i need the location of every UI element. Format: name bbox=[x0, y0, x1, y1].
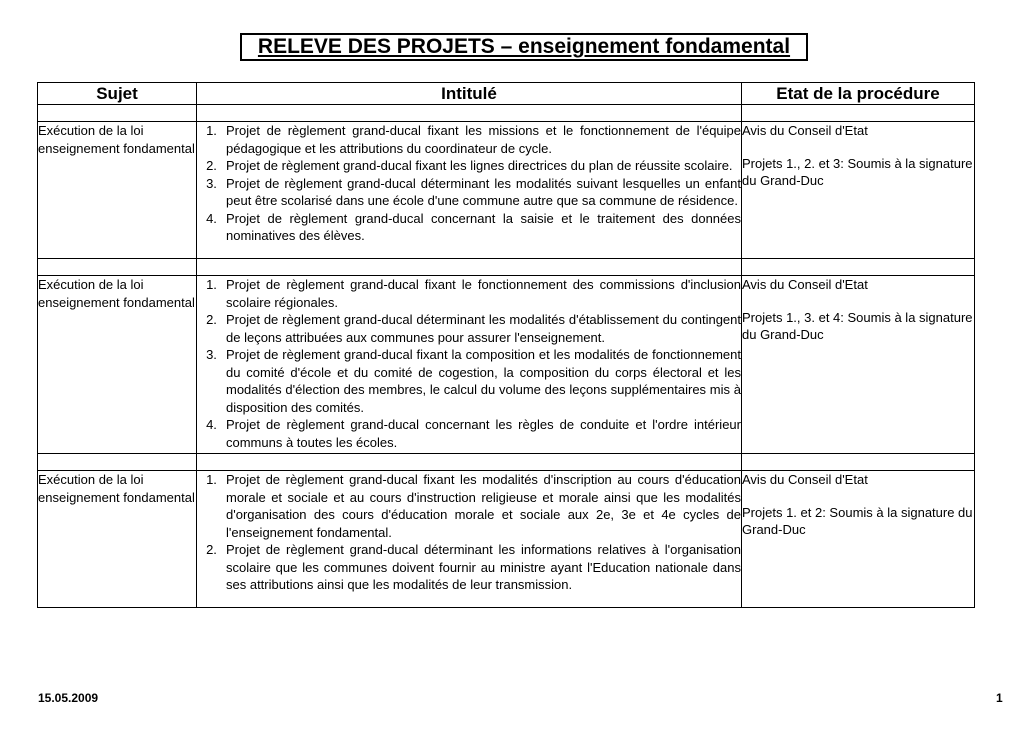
item-number: 1. bbox=[206, 472, 217, 487]
status-opinion: Avis du Conseil d'Etat bbox=[742, 123, 868, 138]
table-row bbox=[38, 122, 975, 259]
list-item bbox=[197, 276, 741, 311]
items-cell bbox=[197, 471, 742, 608]
item-number: 3. bbox=[206, 347, 217, 362]
item-text: Projet de règlement grand-ducal fixant les modalités d'inscription au cours d'éducation morale et sociale et au cours d'instruction religieuse et morale ainsi que les modalités d'organisation des cours d'éducation morale et sociale aux 2e, 3e et 4e cycles de l'enseignement fondamental. bbox=[226, 472, 741, 540]
project-list bbox=[197, 122, 741, 245]
spacer-row bbox=[38, 454, 975, 471]
items-cell bbox=[197, 122, 742, 259]
status-signature: Projets 1. et 2: Soumis à la signature du Grand-Duc bbox=[742, 504, 973, 537]
page-number: 1 bbox=[996, 691, 1003, 705]
item-text: Projet de règlement grand-ducal fixant la composition et les modalités de fonctionnement du comité d'école et du comité de cogestion, la composition du corps électoral et les modalités d'élection des membres, le calcul du volume des leçons supplémentaires mis à disposition des comités. bbox=[226, 347, 741, 415]
list-item bbox=[197, 416, 741, 451]
item-text: Projet de règlement grand-ducal concernant la saisie et le traitement des données nominatives des élèves. bbox=[226, 210, 741, 243]
subject-cell: Exécution de la loi enseignement fondamental bbox=[38, 471, 197, 608]
projects-table bbox=[37, 82, 975, 608]
footer-date: 15.05.2009 bbox=[38, 691, 99, 705]
status-signature: Projets 1., 2. et 3: Soumis à la signature du Grand-Duc bbox=[742, 155, 973, 188]
spacer-row bbox=[38, 259, 975, 276]
items-cell bbox=[197, 276, 742, 454]
item-number: 2. bbox=[206, 312, 217, 327]
list-item bbox=[197, 210, 741, 245]
list-item bbox=[197, 122, 741, 157]
status-signature: Projets 1., 3. et 4: Soumis à la signature du Grand-Duc bbox=[742, 309, 973, 342]
item-number: 1. bbox=[206, 277, 217, 292]
project-list bbox=[197, 471, 741, 594]
item-text: Projet de règlement grand-ducal concernant les règles de conduite et l'ordre intérieur communs à toutes les écoles. bbox=[226, 417, 741, 450]
status-opinion: Avis du Conseil d'Etat bbox=[742, 277, 868, 292]
item-text: Projet de règlement grand-ducal fixant les lignes directrices du plan de réussite scolaire. bbox=[226, 158, 733, 173]
item-text: Projet de règlement grand-ducal fixant les missions et le fonctionnement de l'équipe pédagogique et les attributions du coordinateur de cycle. bbox=[226, 123, 741, 156]
list-item bbox=[197, 311, 741, 346]
column-header-title: Intitulé bbox=[197, 83, 742, 105]
list-item bbox=[197, 346, 741, 416]
item-text: Projet de règlement grand-ducal déterminant les informations relatives à l'organisation scolaire que les communes doivent fournir au ministre ayant l'Education nationale dans ses attributions ainsi que les modalités de leur transmission. bbox=[226, 542, 741, 592]
list-item bbox=[197, 541, 741, 594]
list-item bbox=[197, 157, 741, 175]
status-cell bbox=[742, 471, 975, 608]
item-number: 4. bbox=[206, 417, 217, 432]
column-header-status: Etat de la procédure bbox=[742, 83, 975, 105]
status-opinion: Avis du Conseil d'Etat bbox=[742, 472, 868, 487]
table-row bbox=[38, 471, 975, 608]
spacer-row bbox=[38, 105, 975, 122]
item-text: Projet de règlement grand-ducal fixant le fonctionnement des commissions d'inclusion scolaire régionales. bbox=[226, 277, 741, 310]
page-title: RELEVE DES PROJETS – enseignement fondamental bbox=[240, 33, 808, 61]
table-header-row bbox=[38, 83, 975, 105]
list-item bbox=[197, 175, 741, 210]
item-number: 2. bbox=[206, 542, 217, 557]
status-cell bbox=[742, 276, 975, 454]
subject-cell: Exécution de la loi enseignement fondamental bbox=[38, 122, 197, 259]
project-list bbox=[197, 276, 741, 451]
item-number: 3. bbox=[206, 175, 217, 191]
item-text: Projet de règlement grand-ducal déterminant les modalités d'établissement du contingent de leçons attribuées aux communes pour assurer l'enseignement. bbox=[226, 312, 741, 345]
list-item bbox=[197, 471, 741, 541]
column-header-subject: Sujet bbox=[38, 83, 197, 105]
table-row bbox=[38, 276, 975, 454]
item-number: 4. bbox=[206, 210, 217, 226]
item-text: Projet de règlement grand-ducal déterminant les modalités suivant lesquelles un enfant peut être scolarisé dans une école d'une commune autre que sa commune de résidence. bbox=[226, 175, 741, 208]
status-cell bbox=[742, 122, 975, 259]
subject-cell: Exécution de la loi enseignement fondamental bbox=[38, 276, 197, 454]
item-number: 1. bbox=[206, 123, 217, 138]
item-number: 2. bbox=[206, 158, 217, 173]
